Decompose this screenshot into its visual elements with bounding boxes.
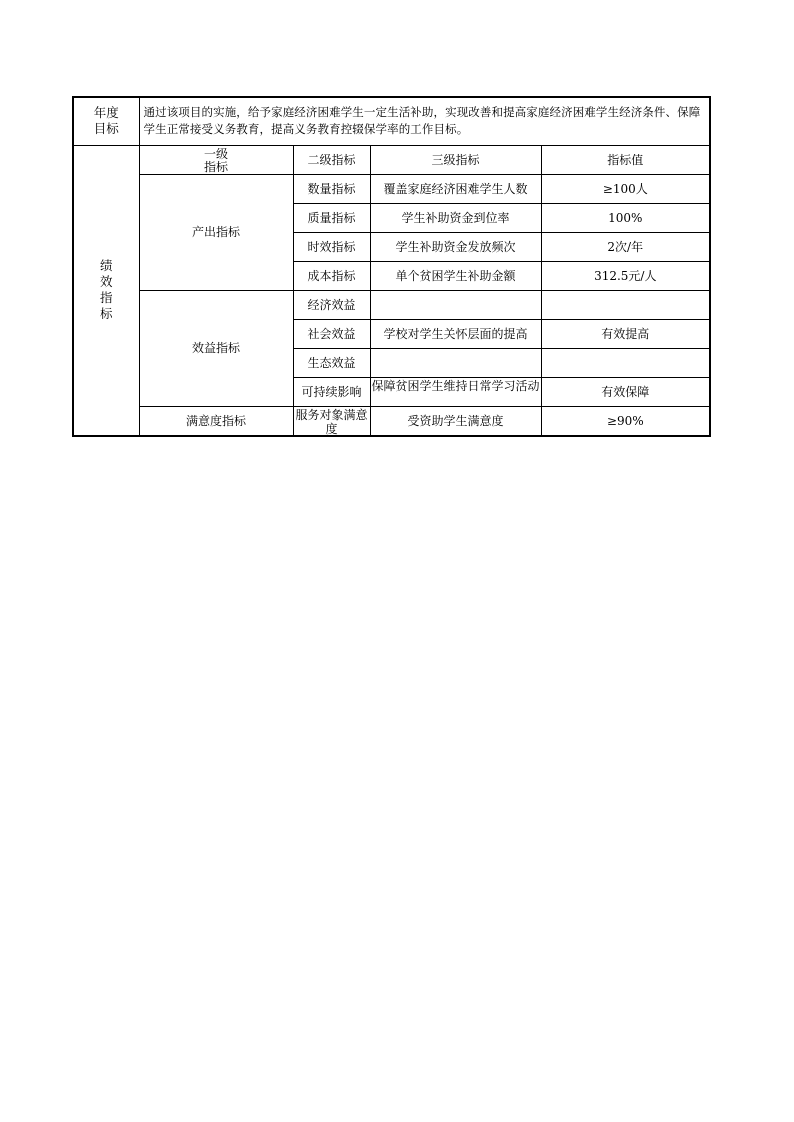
- benefit-indicator-label: 效益指标: [139, 290, 293, 406]
- level2-cell: 可持续影响: [293, 377, 370, 406]
- level2-cell: 经济效益: [293, 290, 370, 319]
- performance-label: 绩效指标: [73, 145, 139, 436]
- level3-cell: [370, 348, 541, 377]
- value-cell: [541, 290, 710, 319]
- level3-cell: 学生补助资金发放频次: [370, 232, 541, 261]
- level3-cell: 单个贫困学生补助金额: [370, 261, 541, 290]
- header-value: 指标值: [541, 145, 710, 174]
- table-row: [73, 174, 710, 203]
- level2-text: 服务对象满意度: [295, 407, 368, 435]
- value-cell: 有效提高: [541, 319, 710, 348]
- level3-cell: 学生补助资金到位率: [370, 203, 541, 232]
- header-row: [73, 145, 710, 174]
- level3-cell: 学校对学生关怀层面的提高: [370, 319, 541, 348]
- level3-text: 保障贫困学生维持日常学习活动: [371, 378, 540, 393]
- header-level2: 二级指标: [293, 145, 370, 174]
- level2-cell: 成本指标: [293, 261, 370, 290]
- level2-cell: 数量指标: [293, 174, 370, 203]
- value-cell: ≥90%: [541, 406, 710, 436]
- output-indicator-label: 产出指标: [139, 174, 293, 290]
- satisfaction-indicator-label: 满意度指标: [139, 406, 293, 436]
- level3-cell: [370, 377, 541, 406]
- level3-cell: [370, 290, 541, 319]
- header-level3: 三级指标: [370, 145, 541, 174]
- performance-goal-table: [72, 96, 711, 437]
- value-cell: 312.5元/人: [541, 261, 710, 290]
- annual-goal-row: [73, 97, 710, 145]
- value-cell: 100%: [541, 203, 710, 232]
- level2-cell: 生态效益: [293, 348, 370, 377]
- table-row: [73, 290, 710, 319]
- level2-cell: [293, 406, 370, 436]
- value-cell: 有效保障: [541, 377, 710, 406]
- value-cell: 2次/年: [541, 232, 710, 261]
- value-cell: [541, 348, 710, 377]
- header-level1: 一级指标: [139, 145, 293, 174]
- level3-cell: 受资助学生满意度: [370, 406, 541, 436]
- annual-goal-text: 通过该项目的实施，给予家庭经济困难学生一定生活补助，实现改善和提高家庭经济困难学生经济条件、保障学生正常接受义务教育，提高义务教育控辍保学率的工作目标。: [139, 97, 710, 145]
- annual-goal-label: 年度目标: [73, 97, 139, 145]
- value-cell: ≥100人: [541, 174, 710, 203]
- level2-cell: 社会效益: [293, 319, 370, 348]
- level2-cell: 时效指标: [293, 232, 370, 261]
- level2-cell: 质量指标: [293, 203, 370, 232]
- table-row: [73, 406, 710, 436]
- level3-cell: 覆盖家庭经济困难学生人数: [370, 174, 541, 203]
